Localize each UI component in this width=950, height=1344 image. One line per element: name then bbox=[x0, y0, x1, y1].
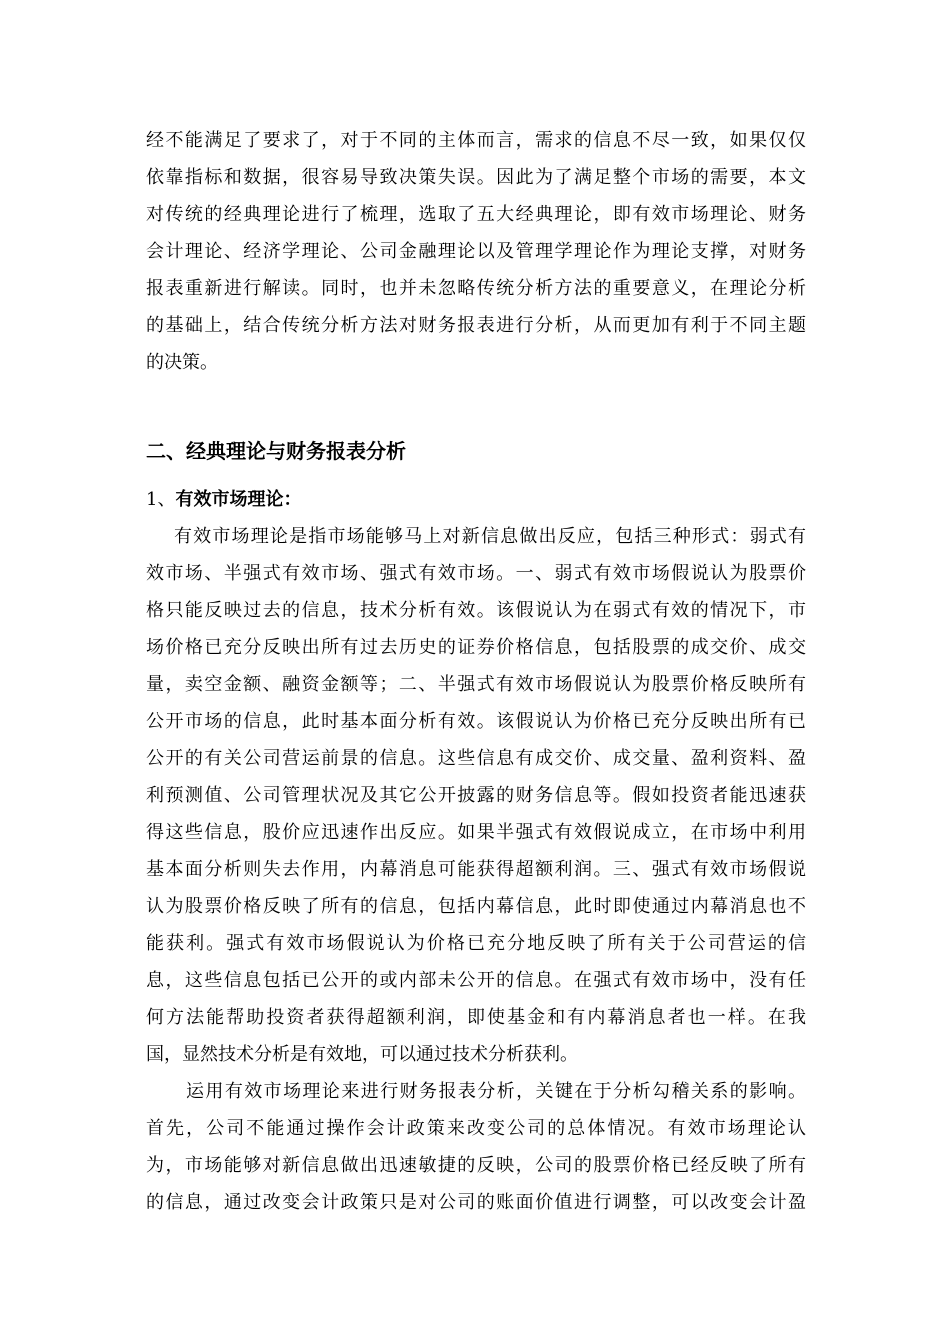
para2-line: 运用有效市场理论来进行财务报表分析，关键在于分析勾稽关系的影响。 bbox=[186, 1081, 806, 1102]
intro-line: 报表重新进行解读。同时，也并未忽略传统分析方法的重要意义，在理论分析 bbox=[146, 278, 806, 299]
para1-line: 量，卖空金额、融资金额等；二、半强式有效市场假说认为股票价格反映所有 bbox=[146, 674, 806, 695]
intro-line: 的决策。 bbox=[146, 352, 218, 373]
para2-line: 首先，公司不能通过操作会计政策来改变公司的总体情况。有效市场理论认 bbox=[146, 1118, 806, 1139]
para1-line: 基本面分析则失去作用，内幕消息可能获得超额利润。三、强式有效市场假说 bbox=[146, 859, 806, 880]
subsection-heading bbox=[146, 482, 301, 518]
para1-line: 何方法能帮助投资者获得超额利润，即使基金和有内幕消息者也一样。在我 bbox=[146, 1007, 806, 1028]
intro-line: 对传统的经典理论进行了梳理，选取了五大经典理论，即有效市场理论、财务 bbox=[146, 204, 806, 225]
intro-line: 的基础上，结合传统分析方法对财务报表进行分析，从而更加有利于不同主题 bbox=[146, 315, 806, 336]
para1-line: 得这些信息，股价应迅速作出反应。如果半强式有效假说成立，在市场中利用 bbox=[146, 822, 806, 843]
intro-line: 会计理论、经济学理论、公司金融理论以及管理学理论作为理论支撑，对财务 bbox=[146, 241, 806, 262]
section-heading: 二、经典理论与财务报表分析 bbox=[146, 439, 406, 463]
para1-line: 格只能反映过去的信息，技术分析有效。该假说认为在弱式有效的情况下，市 bbox=[146, 600, 806, 621]
para1-line: 息，这些信息包括已公开的或内部未公开的信息。在强式有效市场中，没有任 bbox=[146, 970, 806, 991]
intro-line: 依靠指标和数据，很容易导致决策失误。因此为了满足整个市场的需要，本文 bbox=[146, 167, 806, 188]
para1-line: 能获利。强式有效市场假说认为价格已充分地反映了所有关于公司营运的信 bbox=[146, 933, 806, 954]
para1-line: 公开的有关公司营运前景的信息。这些信息有成交价、成交量、盈利资料、盈 bbox=[146, 748, 806, 769]
para1-line: 场价格已充分反映出所有过去历史的证券价格信息，包括股票的成交价、成交 bbox=[146, 637, 806, 658]
para2-line: 的信息，通过改变会计政策只是对公司的账面价值进行调整，可以改变会计盈 bbox=[146, 1192, 806, 1213]
subsection-title: 有效市场理论： bbox=[175, 489, 302, 510]
para1-line: 公开市场的信息，此时基本面分析有效。该假说认为价格已充分反映出所有已 bbox=[146, 711, 806, 732]
para1-line: 有效市场理论是指市场能够马上对新信息做出反应，包括三种形式：弱式有 bbox=[174, 526, 806, 547]
para1-line: 国，显然技术分析是有效地，可以通过技术分析获利。 bbox=[146, 1044, 578, 1065]
para2-line: 为，市场能够对新信息做出迅速敏捷的反映，公司的股票价格已经反映了所有 bbox=[146, 1155, 806, 1176]
intro-line: 经不能满足了要求了，对于不同的主体而言，需求的信息不尽一致，如果仅仅 bbox=[146, 130, 806, 151]
subsection-number: 1、 bbox=[146, 489, 176, 510]
para1-line: 利预测值、公司管理状况及其它公开披露的财务信息等。假如投资者能迅速获 bbox=[146, 785, 806, 806]
para1-line: 效市场、半强式有效市场、强式有效市场。一、弱式有效市场假说认为股票价 bbox=[146, 563, 806, 584]
para1-line: 认为股票价格反映了所有的信息，包括内幕信息，此时即使通过内幕消息也不 bbox=[146, 896, 806, 917]
